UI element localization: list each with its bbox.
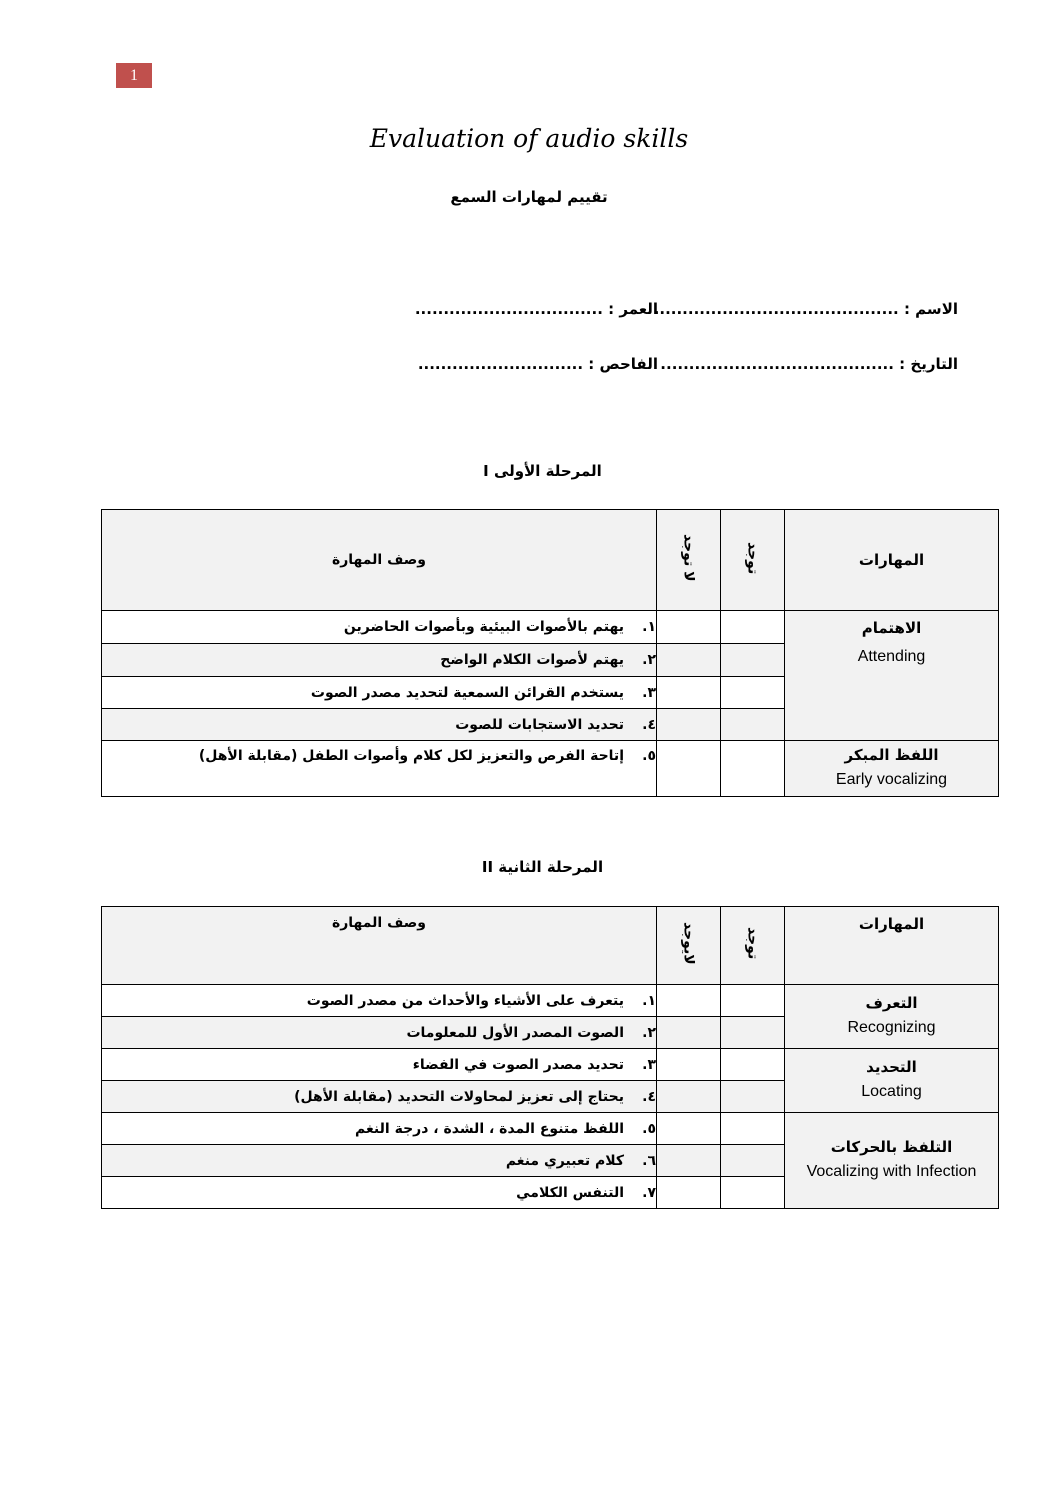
absent-cell[interactable]	[657, 1145, 721, 1177]
absent-cell[interactable]	[657, 1113, 721, 1145]
stage1-header-row	[102, 510, 999, 611]
present-cell[interactable]	[721, 1017, 785, 1049]
date-blank: .........................................	[660, 355, 894, 373]
examiner-label: الفاحص :	[588, 355, 658, 373]
present-cell[interactable]	[721, 1081, 785, 1113]
present-cell[interactable]	[721, 1177, 785, 1209]
page-number-badge: 1	[116, 63, 152, 88]
present-cell[interactable]	[721, 709, 785, 741]
stage2-title: المرحلة الثانية II	[481, 858, 604, 876]
stage2-table	[101, 906, 999, 1209]
absent-cell[interactable]	[657, 709, 721, 741]
age-field	[415, 300, 658, 318]
skill-description: ٤.يحتاج إلى تعزيز لمحاولات التحديد (مقابلة الأهل)	[102, 1081, 657, 1113]
absent-cell[interactable]	[657, 741, 721, 797]
absent-cell[interactable]	[657, 677, 721, 709]
table-row	[102, 1049, 999, 1081]
examiner-blank: .............................	[417, 355, 584, 373]
date-label: التاريخ :	[899, 355, 958, 373]
name-blank: ...........................................	[653, 300, 899, 318]
skill-group-attending: الاهتمام Attending	[785, 611, 999, 741]
description-header: وصف المهارة	[102, 907, 657, 985]
examiner-field	[418, 355, 658, 373]
absent-cell[interactable]	[657, 1049, 721, 1081]
absent-cell[interactable]	[657, 985, 721, 1017]
skill-description: ٢.يهتم لأصوات الكلام الواضح	[102, 644, 657, 677]
document-title-arabic: تقييم لمهارات السمع	[450, 188, 608, 206]
skill-group-locating: التحديد Locating	[785, 1049, 999, 1113]
skill-description: ٦.كلام تعبيري منغم	[102, 1145, 657, 1177]
skill-description: ٣.يستخدم القرائن السمعية لتحديد مصدر الصوت	[102, 677, 657, 709]
absent-cell[interactable]	[657, 1177, 721, 1209]
skill-description: ١.يتعرف على الأشياء والأحداث من مصدر الصوت	[102, 985, 657, 1017]
document-title-english: Evaluation of audio skills	[369, 124, 689, 153]
table-row	[102, 985, 999, 1017]
skill-group-recognizing: التعرف Recognizing	[785, 985, 999, 1049]
present-cell[interactable]	[721, 985, 785, 1017]
present-cell[interactable]	[721, 741, 785, 797]
absent-header: لايوجد	[657, 907, 721, 985]
skill-group-vocalizing: التلفظ بالحركات Vocalizing with Infection	[785, 1113, 999, 1209]
skill-description: ٧.التنفس الكلامي	[102, 1177, 657, 1209]
skill-description: ٣.تحديد مصدر الصوت في الفضاء	[102, 1049, 657, 1081]
skill-group-early-vocalizing: اللفظ المبكر Early vocalizing	[785, 741, 999, 797]
present-header: توجد	[721, 510, 785, 611]
age-label: العمر :	[608, 300, 658, 318]
skill-description: ٥.إتاحة الفرص والتعزيز لكل كلام وأصوات الطفل (مقابلة الأهل)	[102, 741, 657, 797]
present-cell[interactable]	[721, 1113, 785, 1145]
present-header: توجد	[721, 907, 785, 985]
skill-description: ٥.اللفظ متنوع المدة ، الشدة ، درجة النغم	[102, 1113, 657, 1145]
absent-cell[interactable]	[657, 611, 721, 644]
stage1-table	[101, 509, 999, 797]
table-row	[102, 741, 999, 797]
name-field	[654, 300, 958, 318]
stage1-title: المرحلة الأولى I	[483, 462, 602, 480]
description-header: وصف المهارة	[102, 510, 657, 611]
absent-cell[interactable]	[657, 1081, 721, 1113]
age-blank: .................................	[414, 300, 603, 318]
table-row	[102, 611, 999, 644]
skill-description: ٤.تحديد الاستجابات للصوت	[102, 709, 657, 741]
absent-cell[interactable]	[657, 1017, 721, 1049]
name-label: الاسم :	[903, 300, 958, 318]
skills-header: المهارات	[785, 907, 999, 985]
skill-description: ٢.الصوت المصدر الأول للمعلومات	[102, 1017, 657, 1049]
present-cell[interactable]	[721, 644, 785, 677]
stage2-header-row	[102, 907, 999, 985]
present-cell[interactable]	[721, 1145, 785, 1177]
skill-description: ١.يهتم بالأصوات البيئية وبأصوات الحاضرين	[102, 611, 657, 644]
skills-header: المهارات	[785, 510, 999, 611]
present-cell[interactable]	[721, 611, 785, 644]
date-field	[660, 355, 958, 373]
present-cell[interactable]	[721, 677, 785, 709]
present-cell[interactable]	[721, 1049, 785, 1081]
absent-cell[interactable]	[657, 644, 721, 677]
table-row	[102, 1113, 999, 1145]
absent-header: لا توجد	[657, 510, 721, 611]
